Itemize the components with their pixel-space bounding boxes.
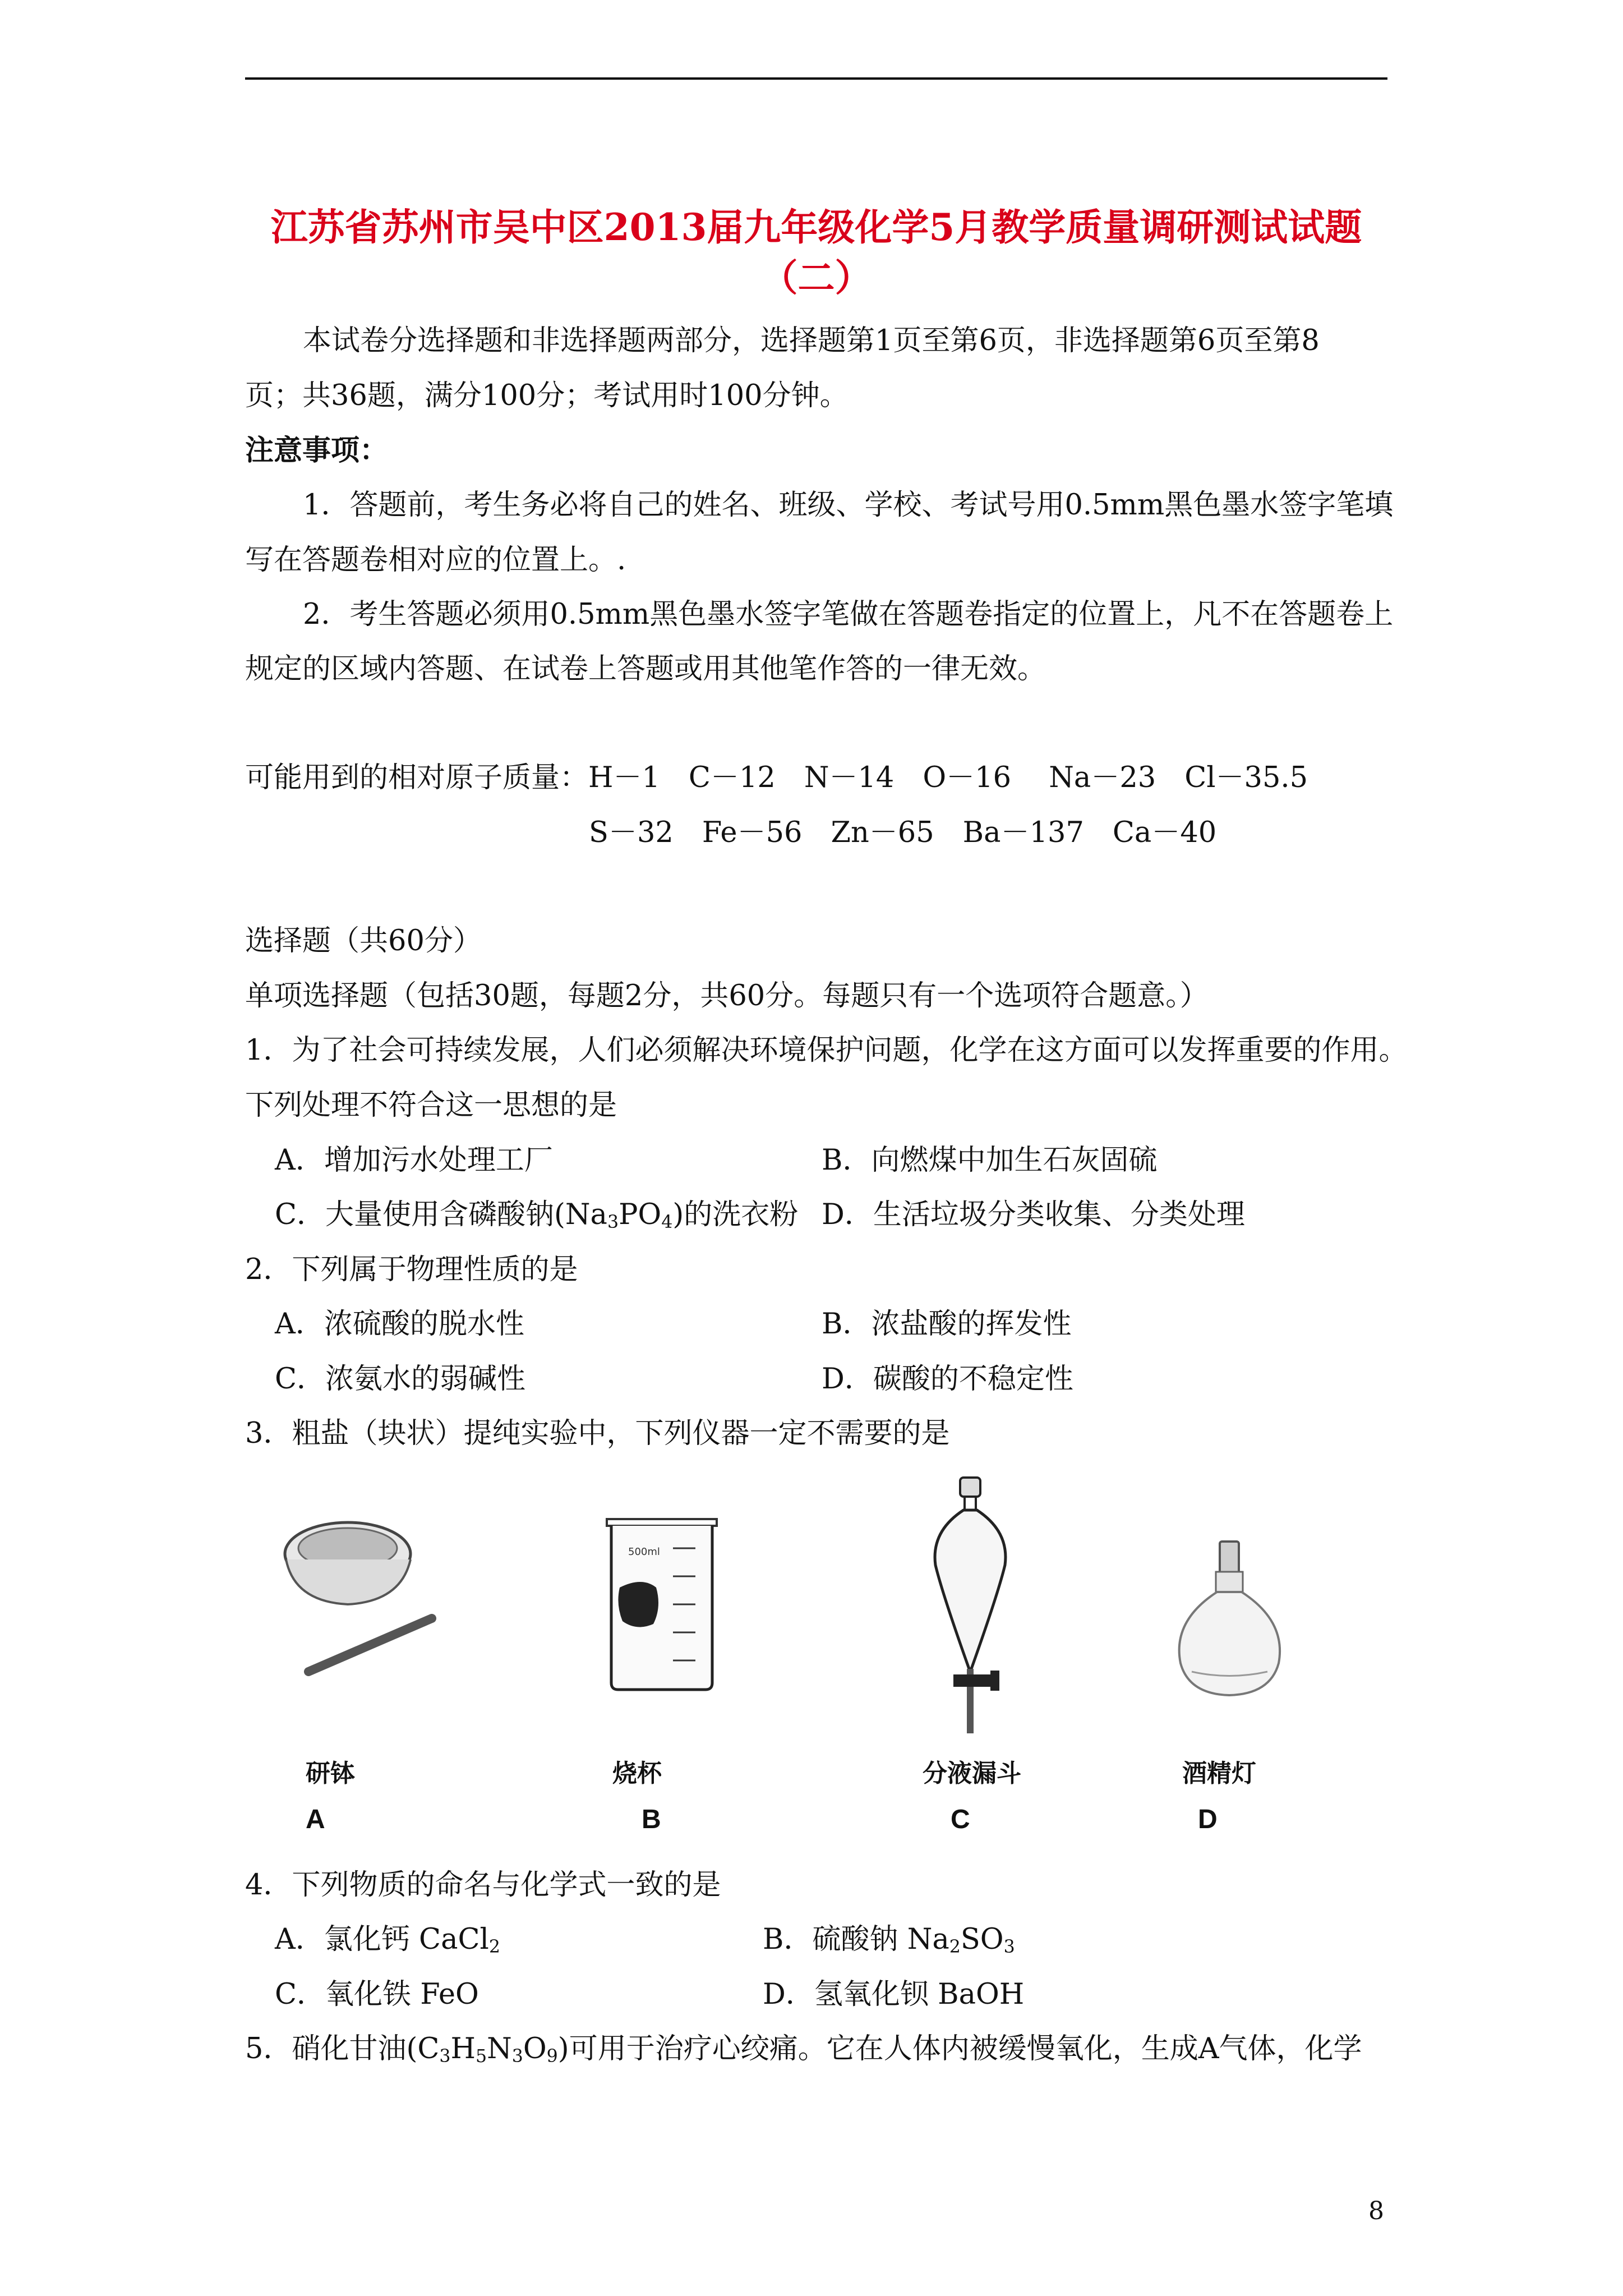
q4-stem: 4．下列物质的命名与化学式一致的是 <box>245 1869 721 1902</box>
intro-line-2: 页；共36题，满分100分；考试用时100分钟。 <box>245 379 849 412</box>
mortar-pestle-figure <box>264 1503 449 1694</box>
q2-option-b: B．浓盐酸的挥发性 <box>822 1308 1072 1341</box>
figure-caption-b: 烧杯 <box>612 1759 662 1788</box>
figure-caption-d: 酒精灯 <box>1182 1759 1256 1788</box>
q4-option-b: B．硫酸钠 $Na_2SO_3$ <box>763 1923 1015 1957</box>
q1-option-d: D．生活垃圾分类收集、分类处理 <box>822 1198 1245 1231</box>
separatory-funnel-figure <box>920 1475 1021 1739</box>
note-1-line-1: 1．答题前，考生务必将自己的姓名、班级、学校、考试号用0.5mm黑色墨水签字笔填 <box>303 489 1394 522</box>
section-instructions: 单项选择题（包括30题，每题2分，共60分。每题只有一个选项符合题意。） <box>245 979 1209 1013</box>
q2-option-a: A．浓硫酸的脱水性 <box>275 1308 524 1341</box>
header-rule <box>245 77 1387 80</box>
document-title: 江苏省苏州市吴中区2013届九年级化学5月教学质量调研测试试题 <box>270 205 1362 249</box>
beaker-volume-label: 500ml <box>628 1546 660 1558</box>
q1-option-b: B．向燃煤中加生石灰固硫 <box>822 1144 1158 1177</box>
atomic-masses-line-2: S－32 Fe－56 Zn－65 Ba－137 Ca－40 <box>589 816 1217 849</box>
atomic-masses-line-1: 可能用到的相对原子质量：H－1 C－12 N－14 O－16 Na－23 Cl－35.5 <box>245 761 1308 794</box>
figure-letter-d: D <box>1198 1805 1218 1834</box>
figure-letter-c: C <box>951 1805 970 1834</box>
note-2-line-1: 2．考生答题必须用0.5mm黑色墨水签字笔做在答题卷指定的位置上，凡不在答题卷上 <box>303 598 1394 631</box>
q2-stem: 2．下列属于物理性质的是 <box>245 1253 578 1286</box>
q5-stem: 5．硝化甘油$(C_3H_5N_3O_9)$可用于治疗心绞痛。它在人体内被缓慢氧化，生成A气体，化学 <box>245 2032 1362 2067</box>
q1-option-c: C．大量使用含磷酸钠$(Na_3PO_4)$的洗衣粉 <box>275 1198 799 1232</box>
figure-letter-a: A <box>306 1805 325 1834</box>
q4-option-c: C．氧化铁 FeO <box>275 1978 479 2011</box>
document-title-part: （二） <box>760 256 872 300</box>
notes-heading: 注意事项： <box>245 434 389 467</box>
q1-option-a: A．增加污水处理工厂 <box>275 1144 553 1177</box>
page-number: 8 <box>1368 2197 1384 2225</box>
q1-stem-line-2: 下列处理不符合这一思想的是 <box>245 1089 617 1122</box>
figure-caption-a: 研钵 <box>306 1759 355 1788</box>
q1-stem-line-1: 1．为了社会可持续发展，人们必须解决环境保护问题，化学在这方面可以发挥重要的作用。 <box>245 1034 1408 1067</box>
note-1-line-2: 写在答题卷相对应的位置上。. <box>245 544 626 577</box>
intro-line-1: 本试卷分选择题和非选择题两部分，选择题第1页至第6页，非选择题第6页至第8 <box>303 324 1320 357</box>
beaker-figure <box>594 1515 729 1694</box>
q3-stem: 3．粗盐（块状）提纯实验中，下列仪器一定不需要的是 <box>245 1417 950 1450</box>
q2-option-c: C．浓氨水的弱碱性 <box>275 1363 526 1396</box>
q2-option-d: D．碳酸的不稳定性 <box>822 1363 1073 1396</box>
note-2-line-2: 规定的区域内答题、在试卷上答题或用其他笔作答的一律无效。 <box>245 652 1046 685</box>
section-heading: 选择题（共60分） <box>245 924 482 958</box>
q4-option-d: D．氢氧化钡 BaOH <box>763 1978 1025 2011</box>
figure-caption-c: 分液漏斗 <box>923 1759 1021 1788</box>
figure-letter-b: B <box>642 1805 661 1834</box>
alcohol-lamp-figure <box>1166 1537 1295 1705</box>
q4-option-a: A．氯化钙 CaCl$_2$ <box>275 1923 500 1957</box>
